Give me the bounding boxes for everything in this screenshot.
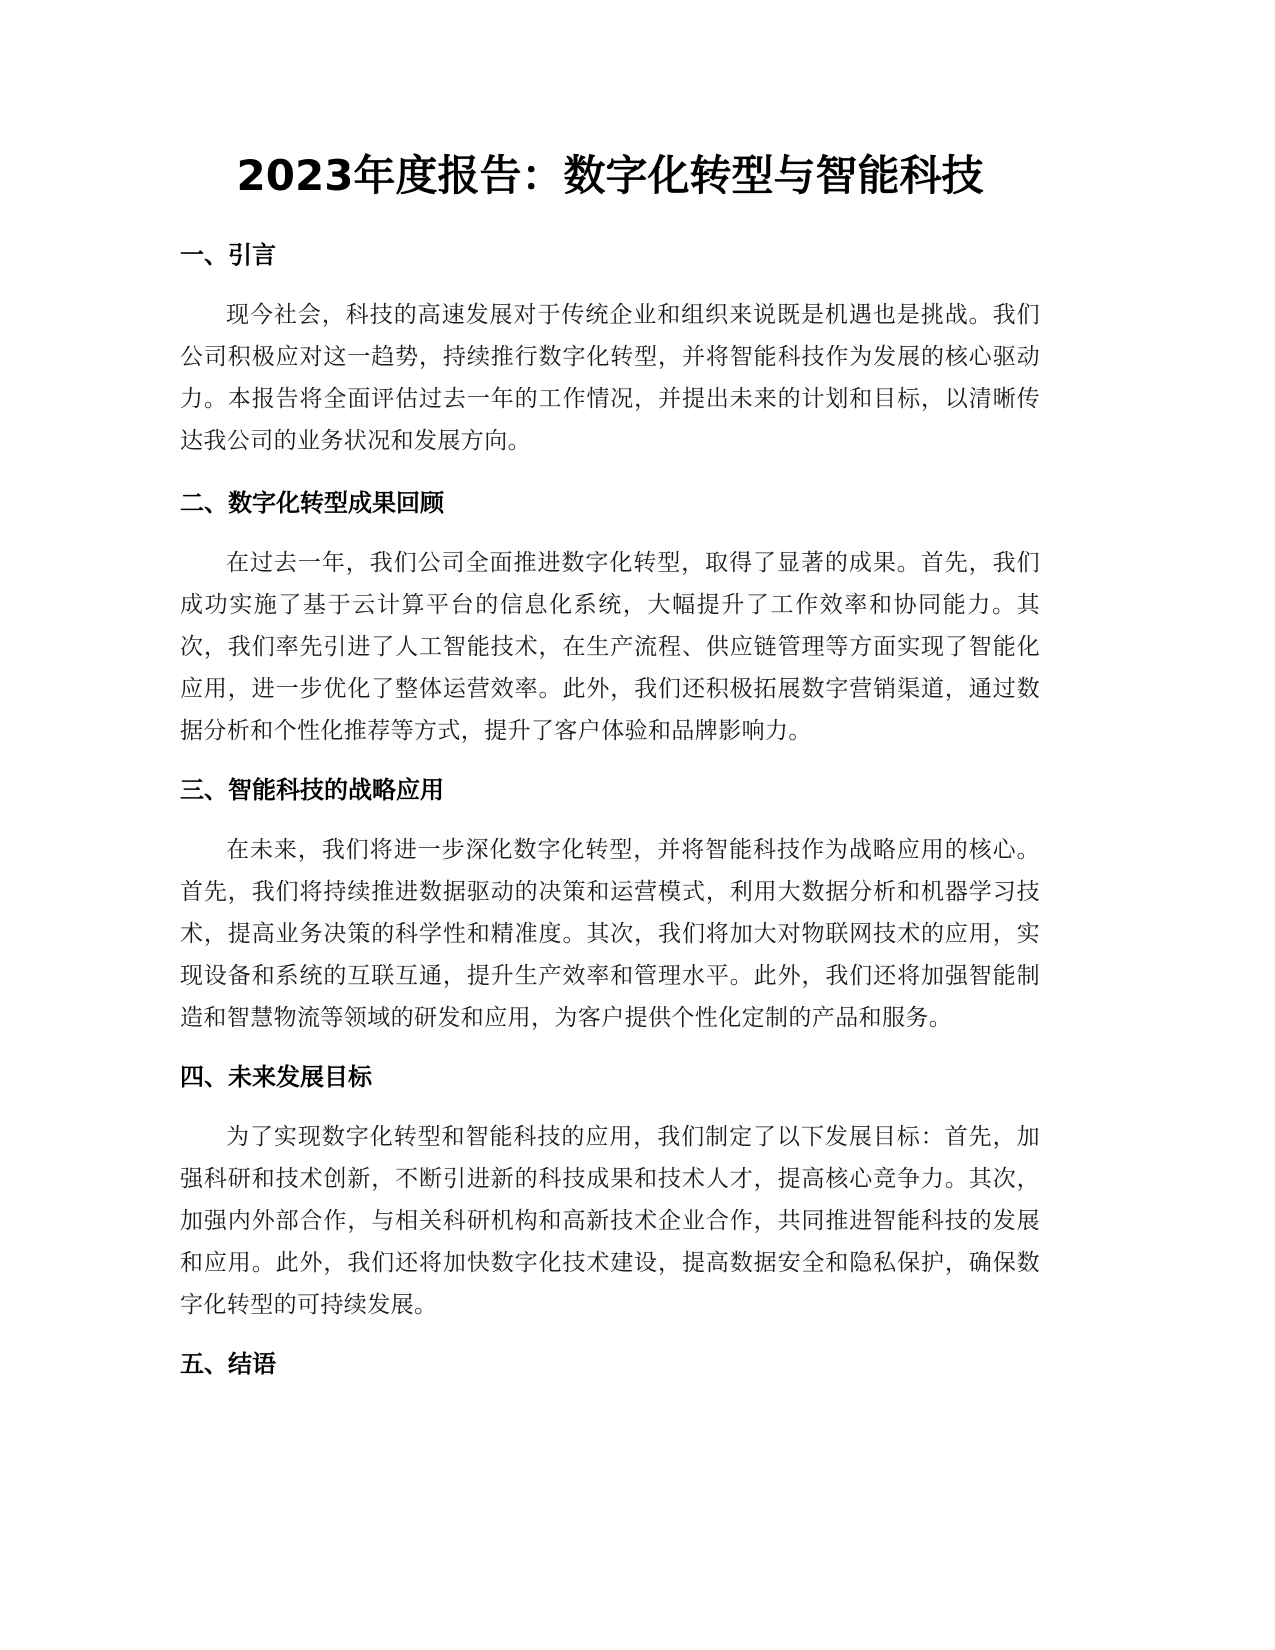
section-paragraph: 为了实现数字化转型和智能科技的应用，我们制定了以下发展目标：首先，加强科研和技术创新，不断引进新的科技成果和技术人才，提高核心竞争力。其次，加强内外部合作，与相关科研机构和高新技术企业合作，共同推进智能科技的发展和应用。此外，我们还将加快数字化技术建设，提高数据安全和隐私保护，确保数字化转型的可持续发展。 [180,1124,1040,1318]
section-paragraph: 现今社会，科技的高速发展对于传统企业和组织来说既是机遇也是挑战。我们公司积极应对这一趋势，持续推行数字化转型，并将智能科技作为发展的核心驱动力。本报告将全面评估过去一年的工作情况，并提出未来的计划和目标，以清晰传达我公司的业务状况和发展方向。 [180,302,1040,454]
section-future-goals [180,1060,1040,1326]
section-paragraph: 在过去一年，我们公司全面推进数字化转型，取得了显著的成果。首先，我们成功实施了基于云计算平台的信息化系统，大幅提升了工作效率和协同能力。其次，我们率先引进了人工智能技术，在生产流程、供应链管理等方面实现了智能化应用，进一步优化了整体运营效率。此外，我们还积极拓展数字营销渠道，通过数据分析和个性化推荐等方式，提升了客户体验和品牌影响力。 [180,550,1040,744]
document-title: 2023年度报告：数字化转型与智能科技 [236,151,984,200]
section-heading: 一、引言 [180,241,276,269]
section-heading: 三、智能科技的战略应用 [180,776,444,804]
section-strategic-application [180,773,1040,1039]
section-paragraph: 在未来，我们将进一步深化数字化转型，并将智能科技作为战略应用的核心。首先，我们将持续推进数据驱动的决策和运营模式，利用大数据分析和机器学习技术，提高业务决策的科学性和精准度。其次，我们将加大对物联网技术的应用，实现设备和系统的互联互通，提升生产效率和管理水平。此外，我们还将加强智能制造和智慧物流等领域的研发和应用，为客户提供个性化定制的产品和服务。 [180,837,1040,1031]
section-heading: 二、数字化转型成果回顾 [180,489,444,517]
section-introduction [180,238,1040,462]
section-heading: 五、结语 [180,1350,276,1378]
section-conclusion [180,1347,1040,1381]
section-heading: 四、未来发展目标 [180,1063,372,1091]
section-digital-transformation-review [180,486,1040,752]
